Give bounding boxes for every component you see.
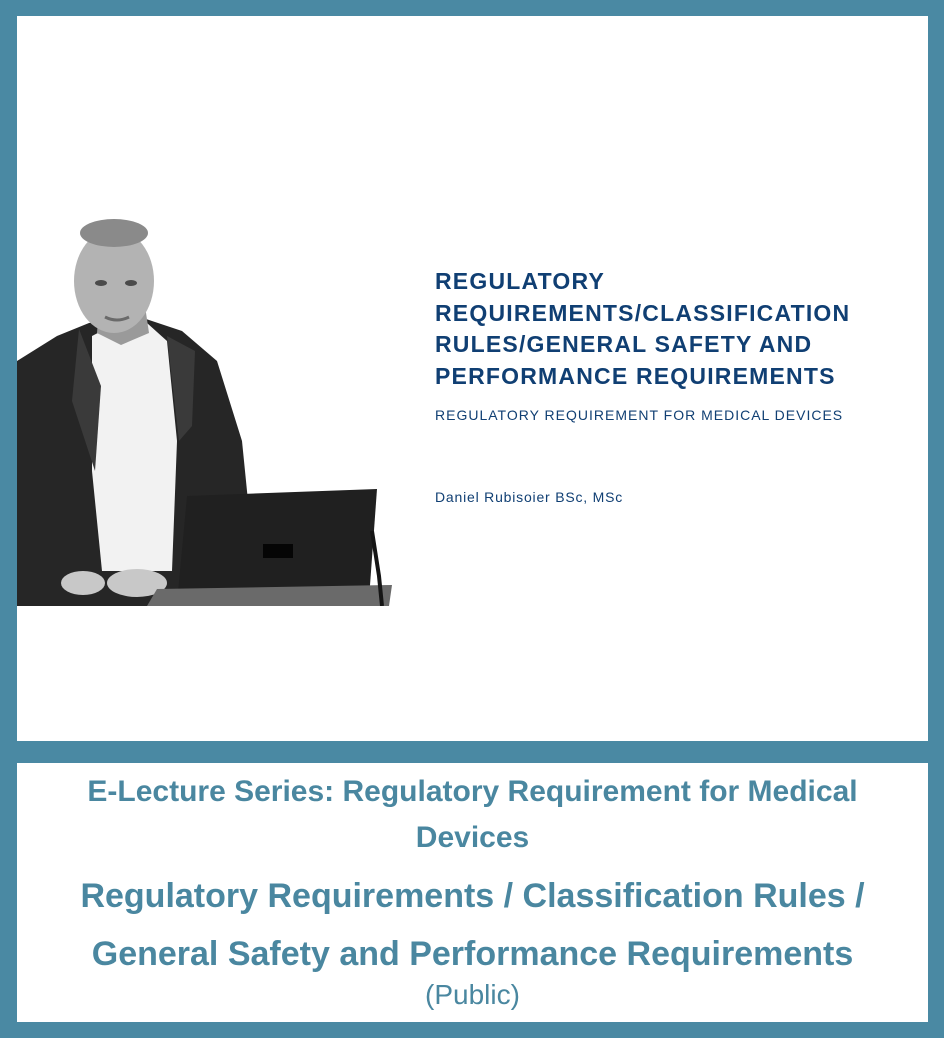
lecture-title: Regulatory Requirements / Classification Rules / General Safety and Performance Requirements — [80, 877, 865, 973]
caption-panel — [17, 763, 928, 1022]
slide-subtitle: REGULATORY REQUIREMENT FOR MEDICAL DEVICES — [435, 407, 844, 423]
presenter-image — [17, 211, 397, 606]
slide-title: REGULATORY REQUIREMENTS/CLASSIFICATION RULES/GENERAL SAFETY AND PERFORMANCE REQUIREMENTS — [435, 268, 851, 389]
video-thumbnail[interactable] — [17, 16, 928, 741]
visibility-label: (Public) — [425, 979, 520, 1010]
series-title: E-Lecture Series: Regulatory Requirement for Medical Devices — [87, 775, 858, 854]
slide-author: Daniel Rubisoier BSc, MSc — [435, 489, 624, 505]
